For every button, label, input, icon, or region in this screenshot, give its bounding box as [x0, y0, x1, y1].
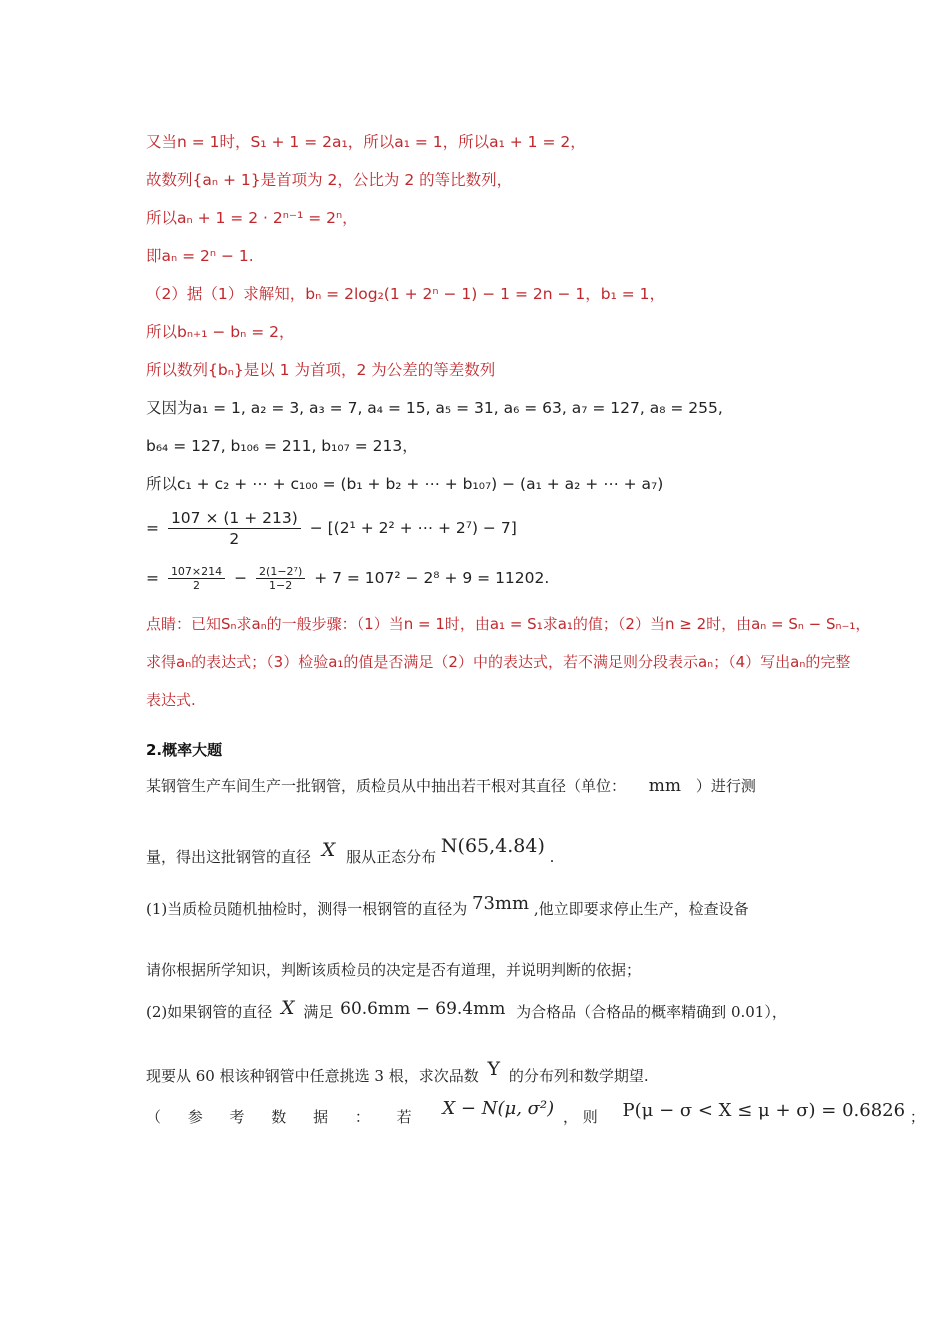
reference-distribution: X − N(μ, σ²)	[442, 1098, 555, 1119]
question-1-line-2: 请你根据所学知识，判断该质检员的决定是否有道理，并说明判断的依据；	[146, 961, 642, 979]
fraction-numerator: 107 × (1 + 213)	[168, 508, 301, 529]
solution-line-10: 所以c₁ + c₂ + ⋯ + c₁₀₀ = (b₁ + b₂ + ⋯ + b₁₀₇) − (a₁ + a₂ + ⋯ + a₇)	[146, 475, 664, 493]
variable-x: X	[281, 997, 295, 1019]
solution-line-12	[146, 560, 549, 596]
fraction-denominator: 2	[193, 579, 201, 592]
solution-line-6: 所以bₙ₊₁ − bₙ = 2，	[146, 323, 295, 341]
text: ）进行测	[695, 777, 756, 795]
fraction-numerator: 2(1−2⁷)	[256, 565, 305, 579]
text: ；	[909, 1108, 925, 1126]
normal-distribution: N(65,4.84)	[440, 835, 545, 857]
text: ， 则	[562, 1108, 598, 1126]
text: 满足	[303, 1003, 334, 1021]
solution-line-8: 又因为a₁ = 1, a₂ = 3, a₃ = 7, a₄ = 15, a₅ = 31, a₆ = 63, a₇ = 127, a₈ = 255,	[146, 399, 723, 417]
solution-line-3: 所以aₙ + 1 = 2 · 2ⁿ⁻¹ = 2ⁿ，	[146, 209, 358, 227]
solution-line-11	[146, 506, 517, 550]
question-2-line-2	[146, 1060, 649, 1091]
solution-line-1: 又当n = 1时，S₁ + 1 = 2a₁，所以a₁ = 1，所以a₁ + 1 = 2，	[146, 133, 586, 151]
fraction	[256, 565, 305, 592]
fraction-numerator: 107×214	[168, 565, 225, 579]
question-2-line-1	[146, 996, 787, 1027]
qualified-range: 60.6mm − 69.4mm	[340, 999, 506, 1019]
text: 的分布列和数学期望.	[508, 1067, 649, 1085]
problem-paragraph-2	[146, 835, 555, 875]
fraction	[168, 565, 225, 592]
tip-line-3: 表达式.	[146, 691, 196, 709]
solution-line-5: （2）据（1）求解知，bₙ = 2log₂(1 + 2ⁿ − 1) − 1 = 2n − 1，b₁ = 1，	[146, 285, 666, 303]
fraction-denominator: 2	[229, 530, 240, 548]
solution-line-4: 即aₙ = 2ⁿ − 1.	[146, 247, 254, 265]
variable-y: Y	[487, 1058, 501, 1080]
text: 为合格品（合格品的概率精确到 0.01），	[516, 1003, 787, 1021]
unit-mm: mm	[648, 776, 682, 796]
solution-line-2: 故数列{aₙ + 1}是首项为 2，公比为 2 的等比数列，	[146, 171, 513, 189]
diameter-value: 73mm	[472, 893, 530, 914]
problem-paragraph-1	[146, 775, 756, 797]
text: 量，得出这批钢管的直径	[146, 848, 312, 866]
variable-x: X	[321, 839, 336, 861]
text: (2)如果钢管的直径	[146, 1003, 273, 1021]
reference-data	[146, 1100, 925, 1134]
text: ,他立即要求停止生产，检查设备	[533, 900, 749, 918]
text: .	[549, 848, 555, 866]
solution-line-9: b₆₄ = 127, b₁₀₆ = 211, b₁₀₇ = 213，	[146, 437, 418, 455]
minus-sign: −	[234, 569, 248, 587]
reference-probability: P(μ − σ < X ≤ μ + σ) = 0.6826	[622, 1100, 906, 1121]
tip-line-2: 求得aₙ的表达式；（3）检验a₁的值是否满足（2）中的表达式，若不满足则分段表示aₙ；（4）写出aₙ的完整	[146, 653, 851, 671]
expression-tail: + 7 = 107² − 2⁸ + 9 = 11202.	[314, 569, 550, 587]
solution-line-7: 所以数列{bₙ}是以 1 为首项，2 为公差的等差数列	[146, 361, 496, 379]
text: 某钢管生产车间生产一批钢管，质检员从中抽出若干根对其直径（单位：	[146, 777, 627, 795]
question-1-line-1	[146, 894, 749, 924]
text: (1)当质检员随机抽检时，测得一根钢管的直径为	[146, 900, 468, 918]
fraction	[168, 508, 301, 549]
text: 现要从 60 根该种钢管中任意挑选 3 根，求次品数	[146, 1067, 479, 1085]
text: 服从正态分布	[346, 848, 437, 866]
equals-sign: =	[146, 519, 159, 537]
fraction-denominator: 1−2	[269, 579, 293, 592]
expression-tail: − [(2¹ + 2² + ⋯ + 2⁷) − 7]	[309, 519, 517, 537]
equals-sign: =	[146, 569, 159, 587]
text: （ 参 考 数 据 ： 若	[146, 1108, 416, 1126]
tip-line-1: 点睛：已知Sₙ求aₙ的一般步骤：（1）当n = 1时，由a₁ = S₁求a₁的值；（2）当n ≥ 2时，由aₙ = Sₙ − Sₙ₋₁，	[146, 615, 871, 633]
section-heading: 2.概率大题	[146, 741, 223, 759]
